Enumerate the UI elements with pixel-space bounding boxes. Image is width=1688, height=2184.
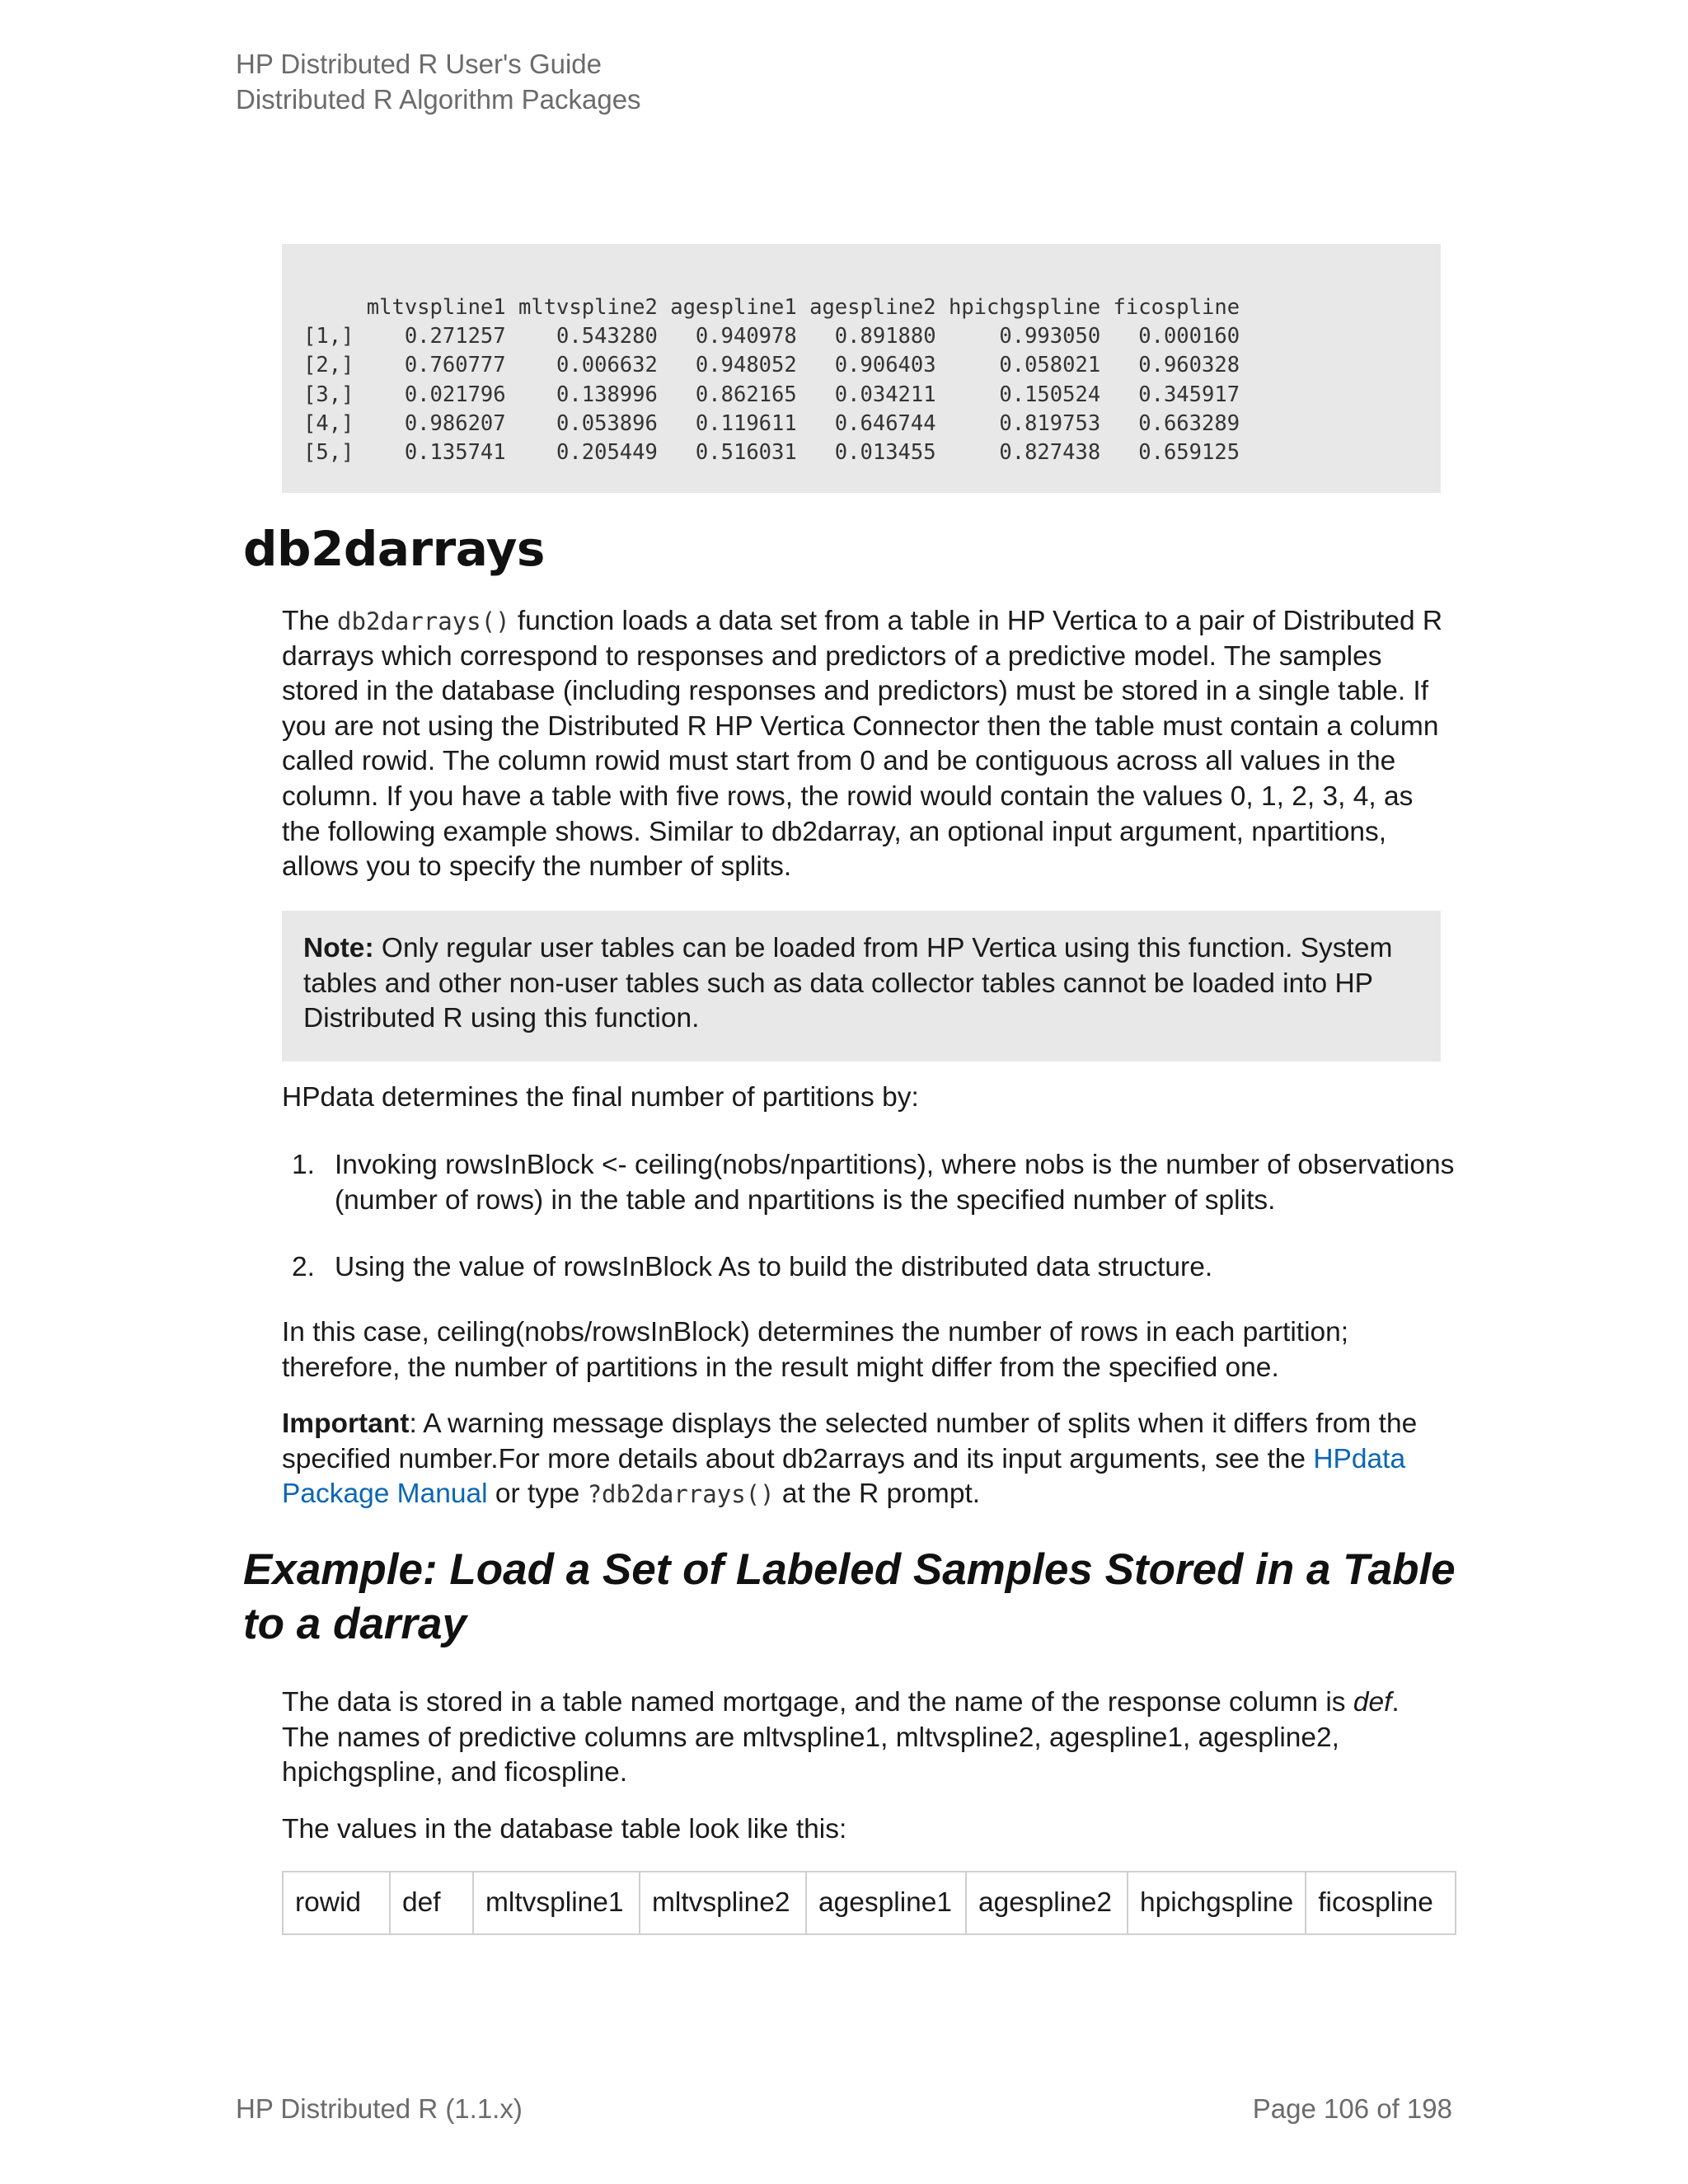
footer-page-number: Page 106 of 198 [1252, 2093, 1452, 2124]
note-box [282, 911, 1441, 1062]
hpdata-manual-link[interactable]: HPdata Package Manual [282, 1443, 1406, 1510]
header-guide-title: HP Distributed R User's Guide [236, 49, 603, 79]
function-name-code: db2darrays() [337, 607, 510, 635]
section-heading: db2darrays [243, 521, 545, 577]
header-section-title: Distributed R Algorithm Packages [236, 84, 641, 115]
list-text: Invoking rowsInBlock <- ceiling(nobs/npartitions), where nobs is the number of observations (number of rows) in the table and npartitions is the specified number of splits. [335, 1150, 1455, 1216]
code-row: [3,] 0.021796 0.138996 0.862165 0.034211 0.150524 0.345917 [303, 382, 1240, 407]
table-header-cell: mltvspline2 [640, 1872, 806, 1934]
table-header-cell: def [390, 1872, 473, 1934]
table-header-cell: ficospline [1306, 1872, 1456, 1934]
list-number: 2. [292, 1252, 315, 1282]
table-header-cell: agespline1 [806, 1872, 966, 1934]
partitions-note: In this case, ceiling(nobs/rowsInBlock) determines the number of rows in each partition; therefore, the number of partitions in the result might differ from the specified one. [282, 1317, 1349, 1383]
footer-product: HP Distributed R (1.1.x) [236, 2093, 523, 2124]
example-heading: Example: Load a Set of Labeled Samples Stored in a Table to a darray [243, 1545, 1456, 1648]
table-header-cell: hpichgspline [1128, 1872, 1306, 1934]
code-row: [1,] 0.271257 0.543280 0.940978 0.891880 0.993050 0.000160 [303, 324, 1240, 349]
table-header-cell: rowid [283, 1872, 390, 1934]
table-header-cell: agespline2 [966, 1872, 1128, 1934]
intro-paragraph: The db2darrays() function loads a data set from a table in HP Vertica to a pair of Distributed R darrays which correspond to responses and predictors of a predictive model. The samples stored in the database (including responses and predictors) must be stored in a single table. If you are not using the Distributed R HP Vertica Connector then the table must contain a column called rowid. The column rowid must start from 0 and be contiguous across all values in the column. If you have a table with five rows, the rowid would contain the values 0, 1, 2, 3, 4, as the following example shows. Similar to db2darray, an optional input argument, npartitions, allows you to specify the number of splits. [282, 606, 1443, 883]
code-output-text [303, 293, 1441, 467]
important-label: Important [282, 1408, 410, 1439]
note-label: Note: [303, 933, 374, 963]
code-row: [5,] 0.135741 0.205449 0.516031 0.013455 0.827438 0.659125 [303, 440, 1240, 466]
list-text: Using the value of rowsInBlock As to build the distributed data structure. [335, 1252, 1213, 1282]
help-command-code: ?db2darrays() [587, 1480, 775, 1509]
example-paragraph: The data is stored in a table named mortgage, and the name of the response column is def. The names of predictive columns are mltvspline1, mltvspline2, agespline1, agespline2, hpichgspline, and ficospline. [282, 1687, 1400, 1788]
page-header [236, 46, 641, 117]
code-output-block [282, 244, 1441, 493]
code-header-row: mltvspline1 mltvspline2 agespline1 agespline2 hpichgspline ficospline [303, 295, 1240, 320]
table-intro: The values in the database table look like this: [282, 1814, 847, 1844]
important-paragraph: Important: A warning message displays the selected number of splits when it differs from the specified number.For more details about db2arrays and its input arguments, see the HPdata Package Manual or type ?db2darrays() at the R prompt. [282, 1408, 1418, 1510]
note-text: Only regular user tables can be loaded from HP Vertica using this function. System tables and other non-user tables such as data collector tables cannot be loaded into HP Distributed R using this function. [303, 933, 1393, 1034]
partitions-intro: HPdata determines the final number of partitions by: [282, 1082, 919, 1113]
database-table [282, 1871, 1456, 1935]
table-header-cell: mltvspline1 [473, 1872, 640, 1934]
code-row: [2,] 0.760777 0.006632 0.948052 0.906403 0.058021 0.960328 [303, 353, 1240, 378]
code-row: [4,] 0.986207 0.053896 0.119611 0.646744 0.819753 0.663289 [303, 410, 1240, 436]
response-column-name: def [1353, 1687, 1392, 1718]
list-number: 1. [292, 1150, 315, 1180]
table-header-row [283, 1872, 1456, 1934]
